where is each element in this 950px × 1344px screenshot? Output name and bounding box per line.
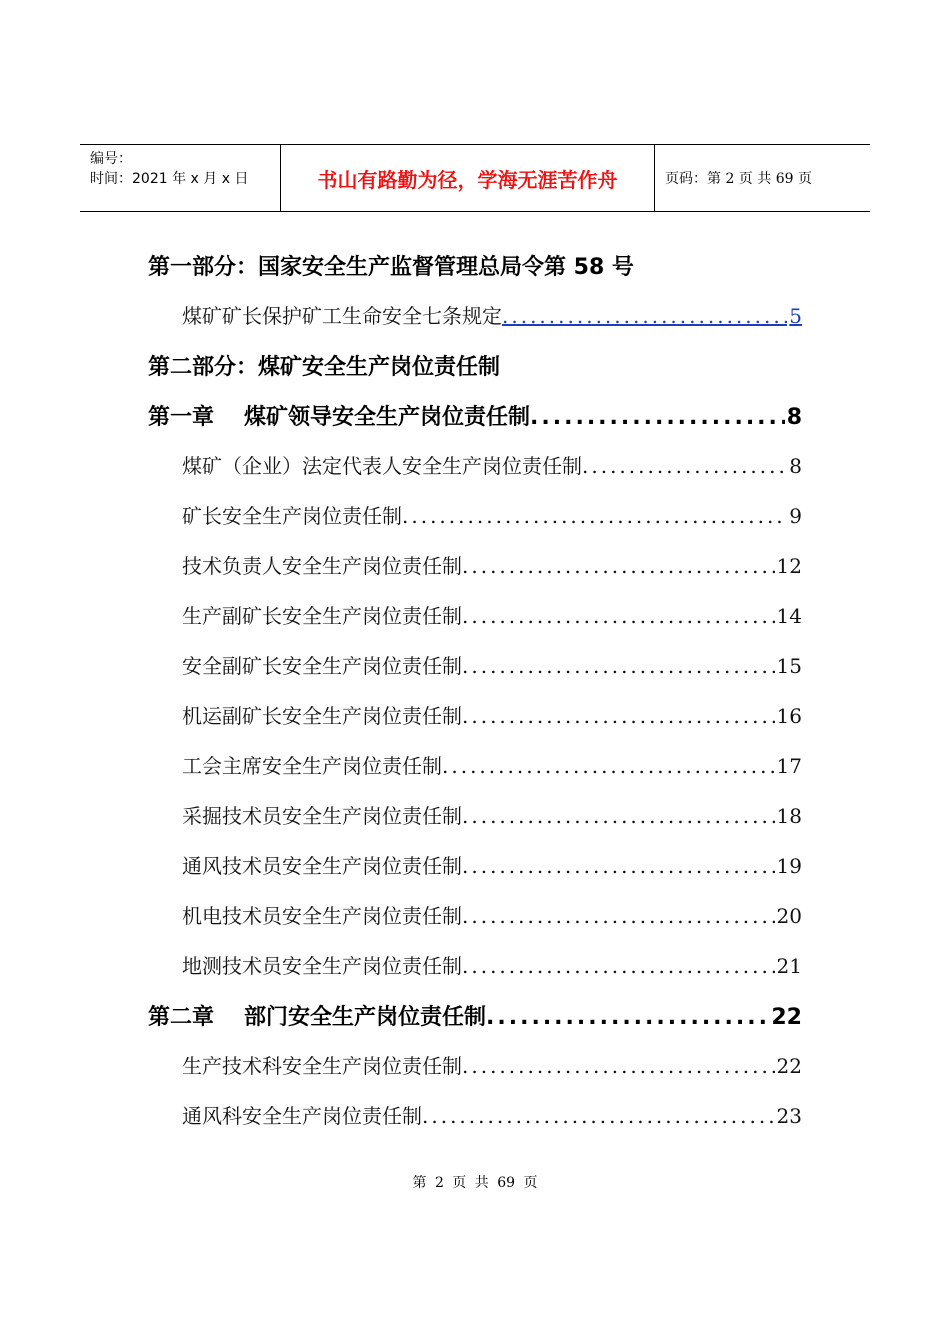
toc-entry-label: 生产副矿长安全生产岗位责任制 — [182, 604, 462, 628]
toc-page-number: 8 — [789, 454, 802, 478]
toc-dot-leader — [462, 554, 775, 578]
toc-dot-leader — [462, 904, 775, 928]
toc-page-number: 23 — [776, 1104, 802, 1128]
toc-entry-label: 通风技术员安全生产岗位责任制 — [182, 854, 462, 878]
toc-entry-label: 地测技术员安全生产岗位责任制 — [182, 954, 462, 978]
toc-item — [182, 950, 802, 979]
toc-chapter — [148, 400, 802, 431]
toc-chapter — [148, 1000, 802, 1031]
toc-dot-leader — [462, 704, 775, 728]
toc-page-number: 15 — [776, 654, 802, 678]
toc-dot-leader — [582, 454, 787, 478]
toc-item — [182, 800, 802, 829]
toc-item — [182, 650, 802, 679]
toc-entry-label: 煤矿（企业）法定代表人安全生产岗位责任制 — [182, 454, 582, 478]
toc-entry-label: 工会主席安全生产岗位责任制 — [182, 754, 442, 778]
toc-dot-leader — [462, 954, 775, 978]
toc-entry-label: 部门安全生产岗位责任制 — [244, 1005, 487, 1030]
toc-item — [182, 750, 802, 779]
toc-entry-label: 技术负责人安全生产岗位责任制 — [182, 554, 462, 578]
page-footer: 第 2 页 共 69 页 — [412, 1175, 538, 1191]
toc-entry-label: 煤矿领导安全生产岗位责任制 — [244, 405, 531, 430]
toc-item — [182, 450, 802, 479]
toc-entry-label: 采掘技术员安全生产岗位责任制 — [182, 804, 462, 828]
toc-dot-leader — [462, 804, 775, 828]
toc-item — [182, 600, 802, 629]
toc-entry-label: 通风科安全生产岗位责任制 — [182, 1104, 422, 1128]
toc-page-number: 18 — [776, 804, 802, 828]
toc-dot-leader — [462, 604, 775, 628]
header-motto: 书山有路勤为径，学海无涯苦作舟 — [281, 145, 655, 211]
toc-item — [182, 900, 802, 929]
toc-entry-label: 机运副矿长安全生产岗位责任制 — [182, 704, 462, 728]
toc-page-number: 22 — [776, 1054, 802, 1078]
toc-page-number: 20 — [776, 904, 802, 928]
toc-dot-leader — [502, 304, 787, 328]
toc-page-number: 12 — [776, 554, 802, 578]
toc-chapter-number: 第二章 — [148, 1005, 215, 1030]
toc-dot-leader — [486, 1005, 769, 1030]
toc-entry-label: 安全副矿长安全生产岗位责任制 — [182, 654, 462, 678]
toc-page-number: 8 — [786, 405, 802, 430]
toc-item — [182, 550, 802, 579]
toc-page-number: 19 — [776, 854, 802, 878]
toc-chapter-number: 第一章 — [148, 405, 215, 430]
toc-page-number: 16 — [776, 704, 802, 728]
toc-item — [182, 700, 802, 729]
page-header — [80, 144, 870, 212]
header-meta — [80, 145, 281, 211]
toc-dot-leader — [442, 754, 775, 778]
toc-item — [182, 500, 802, 529]
toc-part — [148, 350, 500, 381]
toc-entry-label: 矿长安全生产岗位责任制 — [182, 504, 402, 528]
toc-page-number: 14 — [776, 604, 802, 628]
document-time-label: 时间：2021 年 x 月 x 日 — [90, 171, 249, 187]
toc-entry-label: 第二部分：煤矿安全生产岗位责任制 — [148, 355, 501, 380]
toc-item — [182, 1100, 802, 1129]
toc-page-number: 22 — [771, 1005, 802, 1030]
toc-entry-label: 机电技术员安全生产岗位责任制 — [182, 904, 462, 928]
toc-dot-leader — [422, 1104, 775, 1128]
toc-page-number[interactable]: 5 — [789, 304, 802, 328]
toc-dot-leader — [462, 854, 775, 878]
toc-page-number: 9 — [789, 504, 802, 528]
toc-dot-leader — [462, 654, 775, 678]
toc-dot-leader — [530, 405, 785, 430]
toc-entry-label: 第一部分：国家安全生产监督管理总局令第 58 号 — [148, 255, 634, 280]
toc-entry-label: 煤矿矿长保护矿工生命安全七条规定 — [182, 304, 502, 328]
toc-entry-label: 生产技术科安全生产岗位责任制 — [182, 1054, 462, 1078]
toc-page-number: 17 — [776, 754, 802, 778]
toc-item — [182, 850, 802, 879]
toc-item — [182, 1050, 802, 1079]
toc-page-number: 21 — [776, 954, 802, 978]
toc-part — [148, 250, 634, 281]
document-number-label: 编号： — [90, 151, 132, 167]
toc-dot-leader — [402, 504, 787, 528]
toc-item[interactable] — [182, 300, 802, 329]
header-page-info: 页码：第 2 页 共 69 页 — [665, 171, 812, 187]
toc-dot-leader — [462, 1054, 775, 1078]
